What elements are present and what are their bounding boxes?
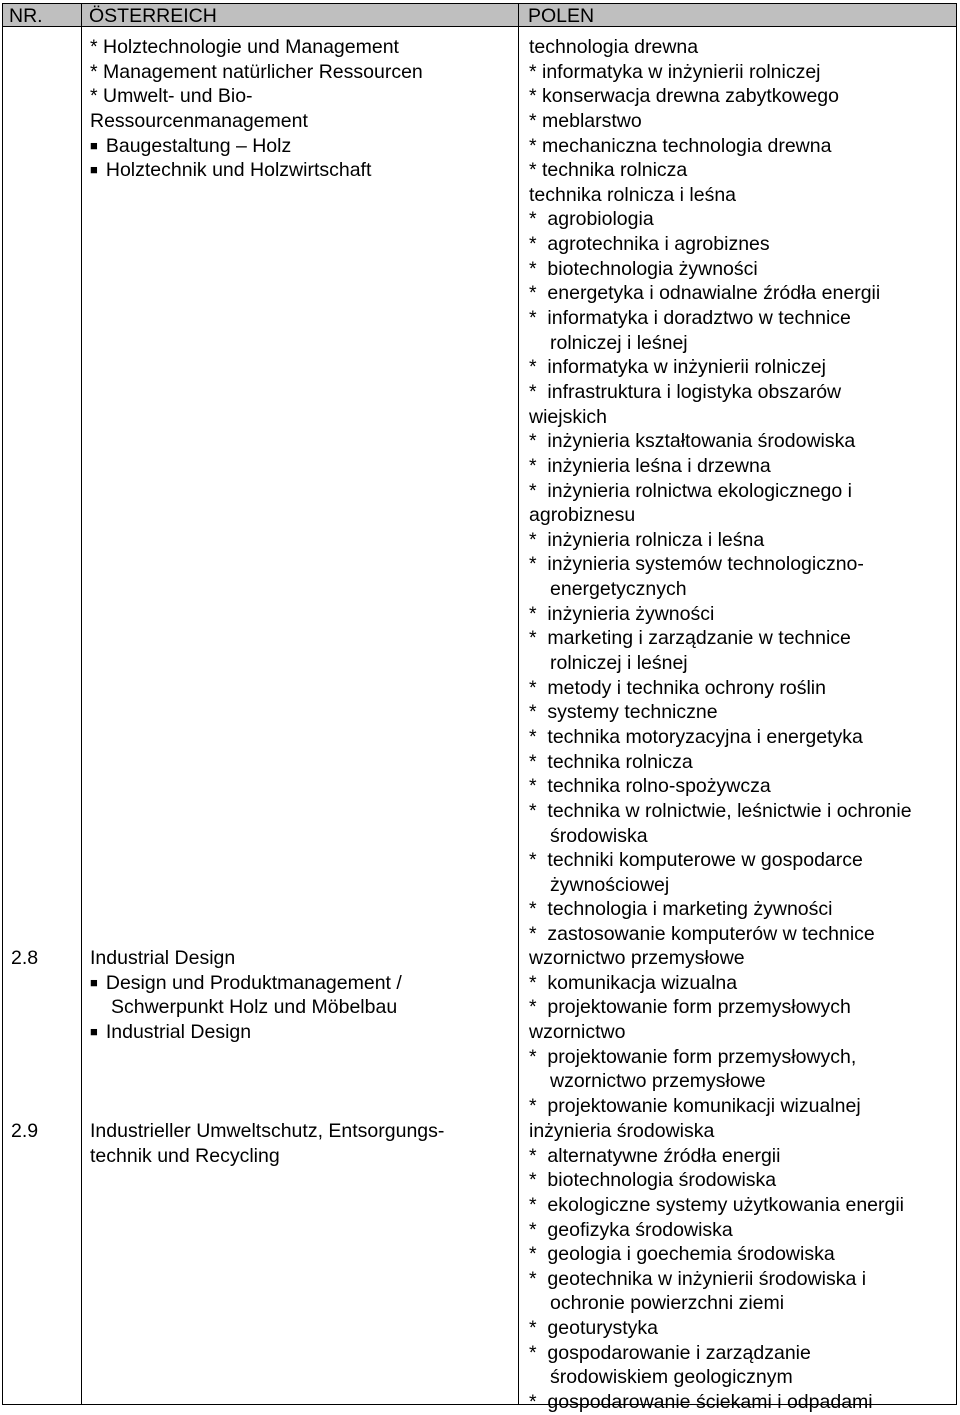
poland-program-line bbox=[529, 1119, 904, 1144]
column-divider-countries bbox=[518, 4, 519, 1404]
austria-program-line bbox=[90, 1020, 402, 1045]
poland-program-text: * geotechnika w inżynierii środowiska i bbox=[529, 1267, 867, 1290]
poland-program-line bbox=[529, 1045, 861, 1070]
poland-program-line bbox=[529, 60, 912, 85]
poland-program-line bbox=[529, 257, 912, 282]
poland-program-line bbox=[529, 134, 912, 159]
square-bullet-icon: ■ bbox=[90, 162, 98, 178]
poland-program-text: * inżynieria systemów technologiczno- bbox=[529, 553, 864, 576]
austria-program-text: Ressourcenmanagement bbox=[90, 109, 308, 132]
header-austria: ÖSTERREICH bbox=[89, 5, 217, 27]
poland-program-line bbox=[529, 971, 861, 996]
poland-program-line bbox=[529, 1390, 904, 1415]
poland-program-line bbox=[529, 774, 912, 799]
poland-program-line bbox=[529, 528, 912, 553]
austria-program-text: Design und Produktmanagement / bbox=[105, 971, 402, 994]
poland-program-text: * komunikacja wizualna bbox=[529, 971, 738, 994]
poland-program-text: * marketing i zarządzanie w technice bbox=[529, 627, 851, 650]
poland-programs bbox=[529, 946, 861, 1118]
comparison-table bbox=[2, 3, 957, 1414]
poland-program-text: technika rolnicza i leśna bbox=[529, 183, 737, 206]
austria-program-line bbox=[90, 1144, 444, 1169]
poland-program-text: ochronie powierzchni ziemi bbox=[550, 1292, 785, 1315]
poland-program-line bbox=[529, 848, 912, 873]
poland-program-text: wzornictwo przemysłowe bbox=[529, 947, 745, 969]
poland-program-line bbox=[529, 454, 912, 479]
austria-program-line bbox=[90, 946, 402, 971]
poland-program-text: * inżynieria rolnictwa ekologicznego i bbox=[529, 479, 852, 502]
poland-program-line bbox=[529, 158, 912, 183]
poland-program-text: * technika w rolnictwie, leśnictwie i ochronie bbox=[529, 799, 912, 822]
square-bullet-icon: ■ bbox=[90, 1023, 98, 1039]
poland-program-line bbox=[529, 577, 912, 602]
poland-program-text: * ekologiczne systemy użytkowania energii bbox=[529, 1193, 905, 1216]
poland-program-line bbox=[529, 1069, 861, 1094]
square-bullet-icon: ■ bbox=[90, 137, 98, 153]
poland-program-line bbox=[529, 626, 912, 651]
austria-programs bbox=[90, 1119, 444, 1168]
poland-program-line bbox=[529, 281, 912, 306]
poland-program-line bbox=[529, 232, 912, 257]
poland-program-line bbox=[529, 1316, 904, 1341]
poland-program-text: * mechaniczna technologia drewna bbox=[529, 134, 832, 157]
austria-programs bbox=[90, 946, 402, 1045]
square-bullet-icon: ■ bbox=[90, 974, 98, 990]
poland-program-text: * inżynieria leśna i drzewna bbox=[529, 454, 771, 477]
poland-program-text: * zastosowanie komputerów w technice bbox=[529, 923, 875, 946]
poland-program-line bbox=[529, 552, 912, 577]
poland-program-text: * metody i technika ochrony roślin bbox=[529, 676, 826, 699]
poland-program-text: * konserwacja drewna zabytkowego bbox=[529, 85, 840, 108]
poland-program-line bbox=[529, 1341, 904, 1366]
row-number: 2.9 bbox=[11, 1120, 39, 1142]
poland-program-line bbox=[529, 651, 912, 676]
poland-program-line bbox=[529, 824, 912, 849]
poland-program-line bbox=[529, 725, 912, 750]
poland-program-text: * infrastruktura i logistyka obszarów bbox=[529, 380, 842, 403]
austria-program-text: Schwerpunkt Holz und Möbelbau bbox=[111, 996, 398, 1019]
poland-program-text: * technika rolno-spożywcza bbox=[529, 775, 771, 798]
poland-program-line bbox=[529, 799, 912, 824]
column-divider-nr bbox=[81, 4, 82, 1404]
poland-program-text: inżynieria środowiska bbox=[529, 1120, 715, 1142]
poland-program-line bbox=[529, 355, 912, 380]
poland-program-line bbox=[529, 995, 861, 1020]
poland-program-text: środowiska bbox=[550, 824, 648, 847]
poland-program-text: środowiskiem geologicznym bbox=[550, 1366, 793, 1389]
poland-program-text: * inżynieria kształtowania środowiska bbox=[529, 430, 856, 453]
poland-program-text: wiejskich bbox=[529, 405, 608, 428]
poland-program-line bbox=[529, 380, 912, 405]
poland-program-line bbox=[529, 183, 912, 208]
poland-program-text: * techniki komputerowe w gospodarce bbox=[529, 849, 863, 872]
poland-program-line bbox=[529, 331, 912, 356]
poland-program-text: * informatyka i doradztwo w technice bbox=[529, 307, 851, 330]
austria-program-text: * Holztechnologie und Management bbox=[90, 36, 399, 58]
austria-program-line bbox=[90, 995, 402, 1020]
poland-program-text: * gospodarowanie i zarządzanie bbox=[529, 1341, 811, 1364]
poland-program-line bbox=[529, 1193, 904, 1218]
poland-program-text: wzornictwo przemysłowe bbox=[550, 1070, 766, 1093]
poland-program-text: * projektowanie form przemysłowych, bbox=[529, 1045, 857, 1068]
poland-program-line bbox=[529, 1144, 904, 1169]
poland-program-text: * informatyka w inżynierii rolniczej bbox=[529, 356, 826, 379]
austria-program-line bbox=[90, 158, 423, 183]
poland-program-line bbox=[529, 602, 912, 627]
austria-program-line bbox=[90, 35, 423, 60]
poland-program-text: * geologia i goechemia środowiska bbox=[529, 1243, 835, 1266]
austria-program-line bbox=[90, 109, 423, 134]
header-nr: NR. bbox=[9, 5, 43, 27]
austria-program-text: Industrial Design bbox=[105, 1020, 252, 1043]
austria-program-line bbox=[90, 1119, 444, 1144]
poland-program-line bbox=[529, 479, 912, 504]
poland-program-text: * systemy techniczne bbox=[529, 701, 718, 724]
poland-program-text: rolniczej i leśnej bbox=[550, 331, 688, 354]
poland-program-line bbox=[529, 109, 912, 134]
poland-program-line bbox=[529, 700, 912, 725]
austria-program-line bbox=[90, 60, 423, 85]
poland-program-line bbox=[529, 1365, 904, 1390]
poland-program-line bbox=[529, 922, 912, 947]
poland-program-line bbox=[529, 750, 912, 775]
poland-program-line bbox=[529, 429, 912, 454]
poland-program-text: * alternatywne źródła energii bbox=[529, 1144, 781, 1167]
poland-program-text: rolniczej i leśnej bbox=[550, 652, 688, 675]
row-number: 2.8 bbox=[11, 947, 39, 969]
header-poland: POLEN bbox=[528, 5, 595, 27]
poland-program-text: * informatyka w inżynierii rolniczej bbox=[529, 60, 821, 83]
poland-program-text: * gospodarowanie ściekami i odpadami bbox=[529, 1391, 873, 1414]
poland-program-text: * inżynieria rolnicza i leśna bbox=[529, 528, 765, 551]
poland-program-line bbox=[529, 35, 912, 60]
austria-program-text: Industrieller Umweltschutz, Entsorgungs- bbox=[90, 1120, 445, 1142]
austria-program-line bbox=[90, 134, 423, 159]
poland-program-line bbox=[529, 676, 912, 701]
poland-program-line bbox=[529, 84, 912, 109]
austria-program-text: * Management natürlicher Ressourcen bbox=[90, 60, 423, 83]
poland-program-text: * technika rolnicza bbox=[529, 159, 688, 182]
poland-program-line bbox=[529, 1020, 861, 1045]
table-header bbox=[3, 4, 956, 27]
poland-program-line bbox=[529, 1168, 904, 1193]
austria-program-text: Holztechnik und Holzwirtschaft bbox=[105, 159, 372, 182]
poland-program-text: * agrotechnika i agrobiznes bbox=[529, 233, 770, 256]
poland-program-line bbox=[529, 306, 912, 331]
poland-program-text: * projektowanie komunikacji wizualnej bbox=[529, 1094, 861, 1117]
poland-program-text: * agrobiologia bbox=[529, 208, 654, 231]
poland-programs bbox=[529, 35, 912, 947]
poland-program-text: * technika motoryzacyjna i energetyka bbox=[529, 725, 863, 748]
poland-program-text: * biotechnologia środowiska bbox=[529, 1169, 777, 1192]
austria-program-line bbox=[90, 971, 402, 996]
austria-program-text: * Umwelt- und Bio- bbox=[90, 85, 253, 108]
poland-program-line bbox=[529, 1094, 861, 1119]
poland-program-text: * biotechnologia żywności bbox=[529, 257, 758, 280]
poland-program-text: * technika rolnicza bbox=[529, 750, 693, 773]
poland-program-text: * geoturystyka bbox=[529, 1317, 658, 1340]
poland-program-line bbox=[529, 897, 912, 922]
poland-program-line bbox=[529, 1291, 904, 1316]
poland-program-text: * meblarstwo bbox=[529, 109, 642, 132]
poland-program-text: technologia drewna bbox=[529, 36, 699, 58]
poland-programs bbox=[529, 1119, 904, 1415]
poland-program-text: * technologia i marketing żywności bbox=[529, 898, 833, 921]
poland-program-line bbox=[529, 207, 912, 232]
poland-program-line bbox=[529, 946, 861, 971]
austria-program-text: technik und Recycling bbox=[90, 1144, 280, 1167]
poland-program-line bbox=[529, 1267, 904, 1292]
poland-program-text: * inżynieria żywności bbox=[529, 602, 715, 625]
poland-program-text: agrobiznesu bbox=[529, 504, 636, 527]
poland-program-text: * geofizyka środowiska bbox=[529, 1218, 733, 1241]
austria-program-text: Baugestaltung – Holz bbox=[105, 134, 292, 157]
austria-program-line bbox=[90, 84, 423, 109]
poland-program-line bbox=[529, 405, 912, 430]
poland-program-text: energetycznych bbox=[550, 578, 687, 601]
poland-program-text: * projektowanie form przemysłowych bbox=[529, 996, 851, 1019]
poland-program-text: * energetyka i odnawialne źródła energii bbox=[529, 282, 881, 305]
poland-program-line bbox=[529, 503, 912, 528]
austria-program-text: Industrial Design bbox=[90, 947, 236, 969]
poland-program-text: wzornictwo bbox=[529, 1020, 626, 1043]
austria-programs bbox=[90, 35, 423, 183]
poland-program-line bbox=[529, 1242, 904, 1267]
poland-program-line bbox=[529, 873, 912, 898]
poland-program-line bbox=[529, 1218, 904, 1243]
poland-program-text: żywnościowej bbox=[550, 873, 670, 896]
